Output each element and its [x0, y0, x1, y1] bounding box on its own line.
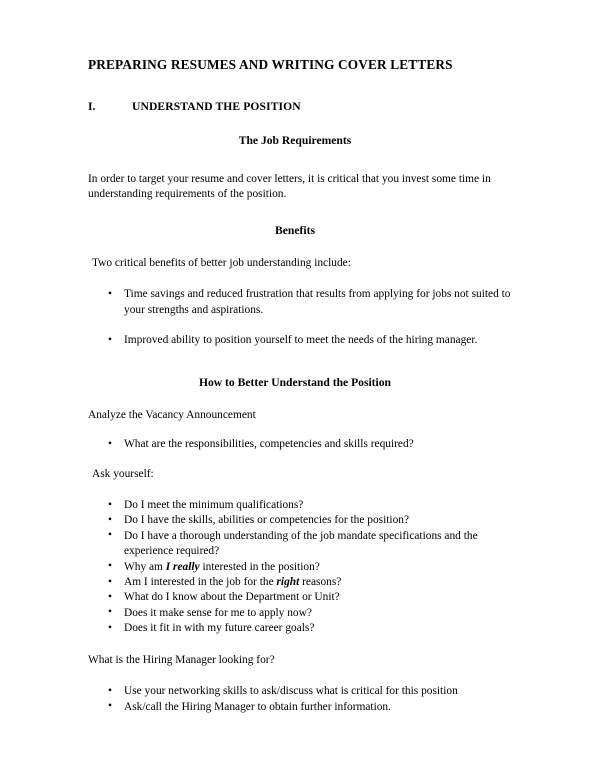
section-heading-understand-the-position	[88, 99, 512, 114]
page-title: PREPARING RESUMES AND WRITING COVER LETTERS	[88, 57, 453, 72]
spacer	[88, 668, 512, 684]
paragraph-hiring-manager-lead-in: What is the Hiring Manager looking for?	[88, 653, 275, 666]
list-item: • Does it fit in with my future career goals?	[88, 621, 512, 636]
list-item: • Do I meet the minimum qualifications?	[88, 498, 512, 513]
paragraph-ask-yourself-lead-in: Ask yourself:	[92, 467, 154, 480]
list-item: • Use your networking skills to ask/discuss what is critical for this position	[88, 684, 512, 699]
spacer	[88, 637, 512, 653]
bullet-list-benefits	[88, 287, 512, 349]
paragraph-benefits-lead-in: Two critical benefits of better job understanding include:	[92, 256, 351, 269]
list-item: • What do I know about the Department or Unit?	[88, 590, 512, 605]
list-item: • Am I interested in the job for the right reasons?	[88, 575, 512, 590]
emphasized-text: right	[276, 576, 300, 589]
list-item: • Do I have the skills, abilities or competencies for the position?	[88, 513, 512, 528]
spacer	[88, 271, 512, 287]
subheading-benefits: Benefits	[275, 223, 315, 237]
section-numeral: I.	[88, 100, 96, 113]
spacer	[88, 453, 512, 467]
list-item: • Time savings and reduced frustration that results from applying for jobs not suited to your strengths and aspirations.	[88, 287, 512, 318]
spacer	[88, 148, 512, 172]
bullet-list-analyze	[88, 437, 512, 452]
list-item: • Do I have a thorough understanding of the job mandate specifications and the experience required?	[88, 529, 512, 560]
spacer	[88, 482, 512, 498]
bullet-list-ask-yourself	[88, 498, 512, 637]
emphasized-text: I really	[165, 560, 200, 573]
list-item: • Ask/call the Hiring Manager to obtain further information.	[88, 700, 512, 715]
bullet-list-hiring-manager	[88, 684, 512, 715]
spacer	[88, 390, 512, 408]
list-item: • Does it make sense for me to apply now?	[88, 606, 512, 621]
list-item: • What are the responsibilities, competencies and skills required?	[88, 437, 512, 452]
list-item: • Improved ability to position yourself to meet the needs of the hiring manager.	[88, 333, 512, 348]
subheading-the-job-requirements: The Job Requirements	[238, 134, 352, 147]
subheading-how-to-better-understand-the-position: How to Better Understand the Position	[198, 375, 392, 389]
list-item: • Why am I really interested in the position?	[88, 560, 512, 575]
spacer	[88, 349, 512, 375]
spacer	[88, 203, 512, 223]
paragraph-job-requirements-body: In order to target your resume and cover letters, it is critical that you invest some time in understanding requirements of the position.	[88, 173, 491, 201]
paragraph-analyze-lead-in: Analyze the Vacancy Announcement	[88, 408, 256, 421]
document-content	[88, 56, 512, 715]
spacer	[88, 423, 512, 437]
section-title: UNDERSTAND THE POSITION	[132, 100, 301, 113]
spacer	[88, 238, 512, 256]
